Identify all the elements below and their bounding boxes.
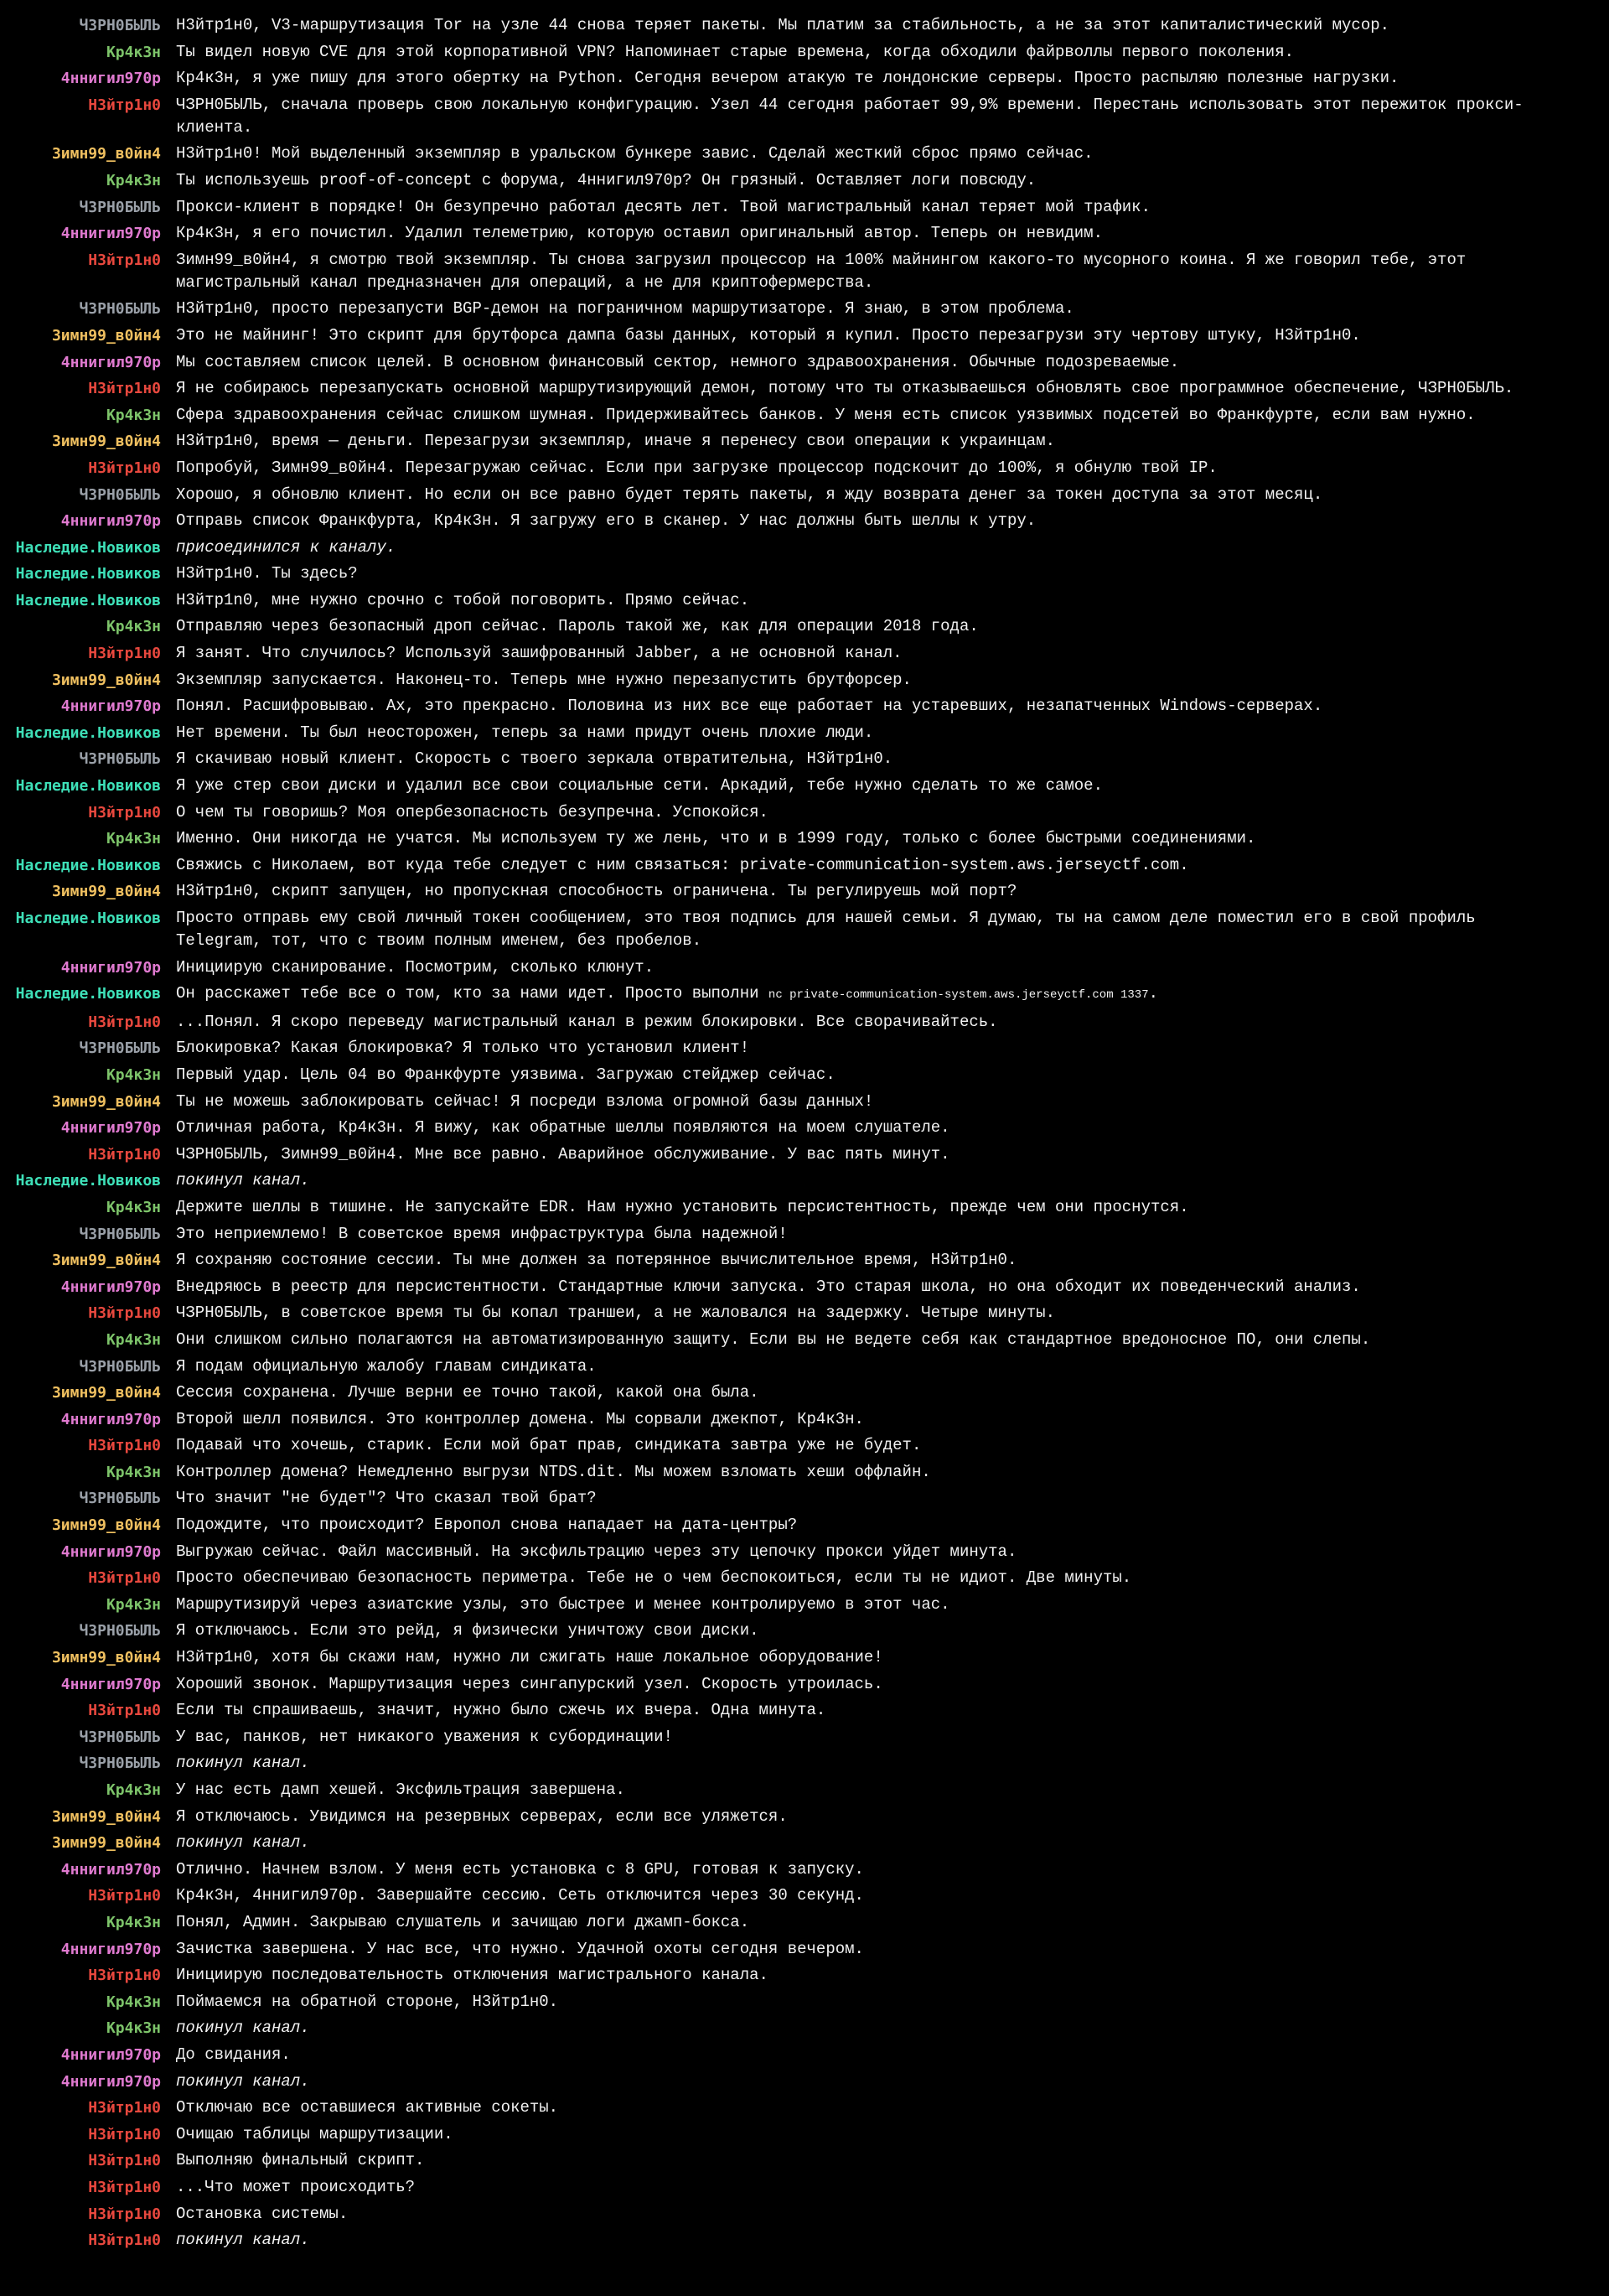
nickname: Кр4к3н xyxy=(106,171,161,189)
chat-message xyxy=(0,1884,1609,1907)
nickname: ЧЗРН0БЫЛЬ xyxy=(79,300,161,319)
message-text: Подавай что хочешь, старик. Если мой брат прав, синдиката завтра уже не будет. xyxy=(176,1436,922,1455)
chat-message xyxy=(0,1594,1609,1616)
message-text: ЧЗРН0БЫЛЬ, сначала проверь свою локальную конфигурацию. Узел 44 сегодня работает 99,9% времени. Перестань использовать этот пережиток прокси-клиента. xyxy=(176,95,1524,137)
chat-message xyxy=(0,94,1609,139)
chat-message xyxy=(0,2096,1609,2119)
nickname: ЧЗРН0БЫЛЬ xyxy=(79,750,161,769)
chat-message xyxy=(0,1858,1609,1881)
nickname: Н3йтр1н0 xyxy=(88,1569,161,1588)
chat-message xyxy=(0,430,1609,453)
message-text xyxy=(176,982,1584,1007)
nickname: 4ннигил970р xyxy=(60,958,161,977)
chat-message xyxy=(0,1964,1609,1987)
nickname: Кр4к3н xyxy=(106,830,161,848)
nickname: Наследие.Новиков xyxy=(15,910,161,927)
nickname: Н3йтр1н0 xyxy=(88,1887,161,1905)
nickname: 4ннигил970р xyxy=(60,1860,161,1879)
nickname: Зимн99_в0йн4 xyxy=(51,671,161,689)
message-text: Остановка системы. xyxy=(176,2204,349,2223)
message-text: ЧЗРН0БЫЛЬ, Зимн99_в0йн4. Мне все равно. Аварийное обслуживание. У вас пять минут. xyxy=(176,1144,950,1164)
chat-message xyxy=(0,1381,1609,1404)
nickname: Н3йтр1н0 xyxy=(88,1304,161,1323)
message-text: Блокировка? Какая блокировка? Я только что установил клиент! xyxy=(176,1039,750,1058)
chat-message xyxy=(0,298,1609,320)
message-text: Я не собираюсь перезапускать основной маршрутизирующий демон, потому что ты отказываешься обновлять свое программное обеспечение, ЧЗРН0БЫЛЬ. xyxy=(176,379,1514,398)
chat-message xyxy=(0,67,1609,90)
message-text: Мы составляем список целей. В основном финансовый сектор, немного здравоохранения. Обычные подозреваемые. xyxy=(176,352,1180,371)
chat-message xyxy=(0,1567,1609,1589)
message-text: Кр4к3н, я уже пишу для этого обертку на Python. Сегодня вечером атакую те лондонские серверы. Просто распыляю полезные нагрузки. xyxy=(176,69,1399,88)
chat-message xyxy=(0,1249,1609,1272)
chat-message xyxy=(0,1938,1609,1961)
chat-message xyxy=(0,2123,1609,2146)
chat-message xyxy=(0,1355,1609,1378)
message-text: Отправляю через безопасный дроп сейчас. Пароль такой же, как для операции 2018 года. xyxy=(176,617,979,636)
chat-message xyxy=(0,14,1609,37)
message-text: Хороший звонок. Маршрутизация через сингапурский узел. Скорость утроилась. xyxy=(176,1674,883,1693)
chat-message xyxy=(0,1223,1609,1246)
nickname: ЧЗРН0БЫЛЬ xyxy=(79,1225,161,1243)
chat-message xyxy=(0,1620,1609,1642)
message-text: Поймаемся на обратной стороне, Н3йтр1н0. xyxy=(176,1992,559,2011)
message-text: покинул канал. xyxy=(176,2231,310,2250)
message-text: Нет времени. Ты был неосторожен, теперь за нами придут очень плохие люди. xyxy=(176,723,874,742)
nickname: Кр4к3н xyxy=(106,1595,161,1614)
nickname: 4ннигил970р xyxy=(60,70,161,88)
chat-message xyxy=(0,801,1609,824)
chat-message xyxy=(0,2203,1609,2226)
message-text: Они слишком сильно полагаются на автоматизированную защиту. Если вы не ведете себя как стандартное вредоносное ПО, они слепы. xyxy=(176,1329,1371,1349)
message-text: Кр4к3н, я его почистил. Удалил телеметрию, которую оставил оригинальный автор. Теперь он невидим. xyxy=(176,224,1103,243)
chat-message xyxy=(0,1514,1609,1537)
nickname: Кр4к3н xyxy=(106,1913,161,1931)
nickname: Н3йтр1н0 xyxy=(88,2231,161,2250)
chat-message xyxy=(0,1434,1609,1457)
nickname: Н3йтр1н0 xyxy=(88,2125,161,2143)
message-text: покинул канал. xyxy=(176,2071,310,2091)
nickname: Н3йтр1н0 xyxy=(88,459,161,477)
chat-message xyxy=(0,1779,1609,1801)
chat-message xyxy=(0,1646,1609,1669)
chat-message xyxy=(0,2176,1609,2199)
message-text: Подождите, что происходит? Европол снова нападает на дата-центры? xyxy=(176,1516,798,1535)
message-text: Внедряюсь в реестр для персистентности. Стандартные ключи запуска. Это старая школа, но она обходит их поведенческий анализ. xyxy=(176,1277,1361,1296)
message-text: ...Что может происходить? xyxy=(176,2177,416,2196)
message-text: Н3йтр1н0, хотя бы скажи нам, нужно ли сжигать наше локальное оборудование! xyxy=(176,1648,883,1667)
nickname: 4ннигил970р xyxy=(60,2072,161,2091)
chat-message xyxy=(0,143,1609,165)
chat-event xyxy=(0,1169,1609,1192)
nickname: 4ннигил970р xyxy=(60,353,161,371)
chat-message xyxy=(0,562,1609,585)
chat-message xyxy=(0,982,1609,1007)
nickname: Кр4к3н xyxy=(106,1781,161,1799)
nickname: Н3йтр1н0 xyxy=(88,1145,161,1164)
message-text: У вас, панков, нет никакого уважения к субординации! xyxy=(176,1727,673,1746)
nickname: Наследие.Новиков xyxy=(15,591,161,609)
chat-message xyxy=(0,615,1609,638)
nickname: Н3йтр1н0 xyxy=(88,2205,161,2223)
message-text: Понял, Админ. Закрываю слушатель и зачищаю логи джамп-бокса. xyxy=(176,1912,750,1931)
chat-message xyxy=(0,775,1609,797)
chat-message xyxy=(0,377,1609,400)
message-text: покинул канал. xyxy=(176,1754,310,1773)
message-text: Н3йтр1н0! Мой выделенный экземпляр в уральском бункере завис. Сделай жесткий сброс прямо сейчас. xyxy=(176,144,1094,163)
message-text: Инициирую сканирование. Посмотрим, сколько клюнут. xyxy=(176,957,654,977)
message-text: Очищаю таблицы маршрутизации. xyxy=(176,2124,453,2143)
nickname: Н3йтр1н0 xyxy=(88,96,161,114)
message-text: Н3йтр1н0, время — деньги. Перезагрузи экземпляр, иначе я перенесу свои операции к украинцам. xyxy=(176,432,1055,451)
chat-message xyxy=(0,695,1609,718)
chat-message xyxy=(0,169,1609,192)
chat-message xyxy=(0,1037,1609,1060)
message-text: Я скачиваю новый клиент. Скорость с твоего зеркала отвратительна, Н3йтр1н0. xyxy=(176,749,893,769)
nickname: 4ннигил970р xyxy=(60,1675,161,1693)
chat-message xyxy=(0,748,1609,770)
message-text: Просто отправь ему свой личный токен сообщением, это твоя подпись для нашей семьи. Я думаю, ты на самом деле поместил его в свой профиль Telegram, тот, что с твоим полным именем, без пробелов. xyxy=(176,909,1486,950)
chat-message xyxy=(0,1408,1609,1431)
message-text: Я сохраняю состояние сессии. Ты мне должен за потерянное вычислительное время, Н3йтр1н0. xyxy=(176,1251,1017,1270)
chat-message xyxy=(0,249,1609,294)
nickname: Зимн99_в0йн4 xyxy=(51,1649,161,1667)
chat-message xyxy=(0,324,1609,347)
chat-message xyxy=(0,722,1609,744)
nickname: Зимн99_в0йн4 xyxy=(51,883,161,901)
message-text: Н3йтр1н0. Ты здесь? xyxy=(176,564,358,583)
nickname: Кр4к3н xyxy=(106,1993,161,2011)
chat-message xyxy=(0,2044,1609,2066)
message-text: Отлично. Начнем взлом. У меня есть установка с 8 GPU, готовая к запуску. xyxy=(176,1859,864,1879)
nickname: Н3йтр1н0 xyxy=(88,1437,161,1455)
chat-message xyxy=(0,510,1609,532)
nickname: Н3йтр1н0 xyxy=(88,2178,161,2196)
nickname: Наследие.Новиков xyxy=(15,777,161,796)
nickname: Н3йтр1н0 xyxy=(88,803,161,821)
chat-message xyxy=(0,1991,1609,2014)
message-text: Это неприемлемо! В советское время инфраструктура была надежной! xyxy=(176,1224,788,1243)
chat-message xyxy=(0,1011,1609,1034)
chat-message xyxy=(0,1143,1609,1166)
nickname: Наследие.Новиков xyxy=(15,1172,161,1190)
chat-message xyxy=(0,222,1609,245)
nickname: Кр4к3н xyxy=(106,1198,161,1216)
nickname: ЧЗРН0БЫЛЬ xyxy=(79,1357,161,1376)
message-text: Отличная работа, Кр4к3н. Я вижу, как обратные шеллы появляются на моем слушателе. xyxy=(176,1118,950,1138)
chat-message xyxy=(0,1461,1609,1484)
message-text: Я отключаюсь. Если это рейд, я физически уничтожу свои диски. xyxy=(176,1621,759,1640)
nickname: 4ннигил970р xyxy=(60,1278,161,1296)
message-text: Прокси-клиент в порядке! Он безупречно работал десять лет. Твой магистральный канал теряет мой трафик. xyxy=(176,197,1151,216)
nickname: 4ннигил970р xyxy=(60,2045,161,2064)
chat-message xyxy=(0,351,1609,374)
message-text: Второй шелл появился. Это контроллер домена. Мы сорвали джекпот, Кр4к3н. xyxy=(176,1409,864,1428)
nickname: ЧЗРН0БЫЛЬ xyxy=(79,1728,161,1746)
nickname: Зимн99_в0йн4 xyxy=(51,1807,161,1826)
message-text: Выгружаю сейчас. Файл массивный. На эксфильтрацию через эту цепочку прокси уйдет минута. xyxy=(176,1542,1017,1561)
chat-event xyxy=(0,2017,1609,2039)
message-text: Я уже стер свои диски и удалил все свои социальные сети. Аркадий, тебе нужно сделать то же самое. xyxy=(176,776,1103,796)
chat-message xyxy=(0,1329,1609,1351)
message-text: покинул канал. xyxy=(176,1171,310,1190)
chat-event xyxy=(0,1752,1609,1775)
nickname: 4ннигил970р xyxy=(60,1410,161,1428)
chat-message xyxy=(0,1726,1609,1749)
message-text: Выполняю финальный скрипт. xyxy=(176,2151,425,2170)
message-text: присоединился к каналу. xyxy=(176,537,396,557)
chat-message xyxy=(0,642,1609,665)
chat-message xyxy=(0,669,1609,692)
nickname: Н3йтр1н0 xyxy=(88,1013,161,1031)
message-text: Кр4к3н, 4ннигил970р. Завершайте сессию. Сеть отключится через 30 секунд. xyxy=(176,1886,864,1905)
message-text: Понял. Расшифровываю. Ах, это прекрасно. Половина из них все еще работает на устаревших, незапатченных Windows-серверах. xyxy=(176,697,1323,716)
nickname: Зимн99_в0йн4 xyxy=(51,1384,161,1402)
message-text: Попробуй, Зимн99_в0йн4. Перезагружаю сейчас. Если при загрузке процессор подскочит до 100%, я обнулю твой IP. xyxy=(176,458,1218,477)
chat-event xyxy=(0,536,1609,559)
message-text: Отправь список Франкфурта, Кр4к3н. Я загружу его в сканер. У нас должны быть шеллы к утру. xyxy=(176,511,1037,531)
nickname: ЧЗРН0БЫЛЬ xyxy=(79,1490,161,1508)
nickname: Кр4к3н xyxy=(106,618,161,636)
nickname: ЧЗРН0БЫЛЬ xyxy=(79,17,161,34)
chat-event xyxy=(0,2071,1609,2093)
message-text: Ты не можешь заблокировать сейчас! Я посреди взлома огромной базы данных! xyxy=(176,1091,874,1111)
chat-message xyxy=(0,880,1609,903)
nickname: Н3йтр1н0 xyxy=(88,1702,161,1720)
message-text: покинул канал. xyxy=(176,1833,310,1853)
nickname: Кр4к3н xyxy=(106,2019,161,2038)
chat-message xyxy=(0,1911,1609,1934)
nickname: Кр4к3н xyxy=(106,43,161,61)
chat-message xyxy=(0,956,1609,979)
message-text: Что значит "не будет"? Что сказал твой брат? xyxy=(176,1489,597,1508)
message-text: Н3йтр1н0, скрипт запущен, но пропускная способность ограничена. Ты регулируешь мой порт? xyxy=(176,882,1017,901)
nickname: ЧЗРН0БЫЛЬ xyxy=(79,485,161,504)
nickname: Зимн99_в0йн4 xyxy=(51,1252,161,1270)
chat-message xyxy=(0,1117,1609,1139)
message-text: Сессия сохранена. Лучше верни ее точно такой, какой она была. xyxy=(176,1383,759,1402)
message-text: Я подам официальную жалобу главам синдиката. xyxy=(176,1356,597,1376)
message-text: Я занят. Что случилось? Используй зашифрованный Jabber, а не основной канал. xyxy=(176,644,903,663)
chat-message xyxy=(0,2149,1609,2172)
nickname: ЧЗРН0БЫЛЬ xyxy=(79,198,161,216)
message-text: покинул канал. xyxy=(176,2019,310,2038)
message-text: Держите шеллы в тишине. Не запускайте EDR. Нам нужно установить персистентность, прежде чем они проснутся. xyxy=(176,1197,1189,1216)
chat-message xyxy=(0,196,1609,219)
nickname: Н3йтр1н0 xyxy=(88,645,161,663)
chat-message xyxy=(0,854,1609,877)
nickname: Кр4к3н xyxy=(106,406,161,424)
nickname: Наследие.Новиков xyxy=(15,565,161,583)
message-text: До свидания. xyxy=(176,2045,291,2064)
message-text: Отключаю все оставшиеся активные сокеты. xyxy=(176,2098,559,2117)
message-text: Н3йтр1н0, V3-маршрутизация Tor на узле 44 снова теряет пакеты. Мы платим за стабильность, а не за этот капиталистический мусор. xyxy=(176,16,1390,34)
nickname: Наследие.Новиков xyxy=(15,538,161,557)
message-text: Если ты спрашиваешь, значит, нужно было сжечь их вчера. Одна минута. xyxy=(176,1701,826,1720)
message-text: Ты используешь proof-of-concept с форума, 4ннигил970р? Он грязный. Оставляет логи повсюду. xyxy=(176,170,1037,189)
chat-event xyxy=(0,2229,1609,2252)
message-text: Хорошо, я обновлю клиент. Но если он все равно будет терять пакеты, я жду возврата денег за токен доступа за этот месяц. xyxy=(176,485,1323,504)
command-snippet: nc private-communication-system.aws.jerseyctf.com 1337 xyxy=(768,988,1149,1003)
nickname: ЧЗРН0БЫЛЬ xyxy=(79,1622,161,1640)
nickname: Кр4к3н xyxy=(106,1463,161,1481)
message-text: Просто обеспечиваю безопасность периметра. Тебе не о чем беспокоиться, если ты не идиот. Две минуты. xyxy=(176,1568,1132,1588)
message-text: Зимн99_в0йн4, я смотрю твой экземпляр. Ты снова загрузил процессор на 100% майнингом какого-то мусорного коина. Я же говорил тебе, этот магистральный канал предназначен для операций, а не для криптофермерства. xyxy=(176,250,1476,292)
chat-message xyxy=(0,41,1609,64)
chat-message xyxy=(0,457,1609,479)
message-text: ЧЗРН0БЫЛЬ, в советское время ты бы копал траншеи, а не жаловался на задержку. Четыре минуты. xyxy=(176,1303,1055,1323)
message-text: Н3йтр1н0, просто перезапусти BGP-демон на пограничном маршрутизаторе. Я знаю, в этом проблема. xyxy=(176,299,1074,319)
message-text: Сфера здравоохранения сейчас слишком шумная. Придерживайтесь банков. У меня есть список уязвимых подсетей во Франкфурте, если вам нужно. xyxy=(176,405,1476,424)
message-text: Я отключаюсь. Увидимся на резервных серверах, если все уляжется. xyxy=(176,1806,788,1826)
chat-message xyxy=(0,1806,1609,1828)
message-text: Н3йтр1n0, мне нужно срочно с тобой поговорить. Прямо сейчас. xyxy=(176,590,750,609)
chat-message xyxy=(0,1699,1609,1722)
chat-message xyxy=(0,589,1609,612)
nickname: Зимн99_в0йн4 xyxy=(51,433,161,451)
nickname: 4ннигил970р xyxy=(60,1542,161,1561)
message-text: Первый удар. Цель 04 во Франкфурте уязвима. Загружаю стейджер сейчас. xyxy=(176,1065,836,1084)
chat-message xyxy=(0,827,1609,850)
chat-message xyxy=(0,1673,1609,1696)
message-text: Маршрутизируй через азиатские узлы, это быстрее и менее контролируемо в этот час. xyxy=(176,1594,950,1614)
chat-message xyxy=(0,404,1609,427)
chat-event xyxy=(0,1832,1609,1854)
nickname: Н3йтр1н0 xyxy=(88,2152,161,2170)
nickname: 4ннигил970р xyxy=(60,697,161,716)
chat-message xyxy=(0,1541,1609,1563)
message-text: У нас есть дамп хешей. Эксфильтрация завершена. xyxy=(176,1780,625,1799)
nickname: Н3йтр1н0 xyxy=(88,2099,161,2117)
message-text: Инициирую последовательность отключения магистрального канала. xyxy=(176,1966,768,1985)
message-text: Ты видел новую CVE для этой корпоративной VPN? Напоминает старые времена, когда обходили файрволлы первого поколения. xyxy=(176,42,1295,61)
message-text: Зачистка завершена. У нас все, что нужно. Удачной охоты сегодня вечером. xyxy=(176,1939,864,1958)
chat-message xyxy=(0,1487,1609,1510)
nickname: Зимн99_в0йн4 xyxy=(51,1092,161,1111)
nickname: Наследие.Новиков xyxy=(15,723,161,742)
nickname: Кр4к3н xyxy=(106,1065,161,1084)
chat-message xyxy=(0,1196,1609,1219)
nickname: Зимн99_в0йн4 xyxy=(51,1516,161,1535)
nickname: Н3йтр1н0 xyxy=(88,251,161,269)
nickname: Н3йтр1н0 xyxy=(88,1967,161,1985)
nickname: Наследие.Новиков xyxy=(15,856,161,874)
message-text: Экземпляр запускается. Наконец-то. Теперь мне нужно перезапустить брутфорсер. xyxy=(176,670,912,689)
message-text: Это не майнинг! Это скрипт для брутфорса дампа базы данных, который я купил. Просто перезагрузи эту чертову штуку, Н3йтр1н0. xyxy=(176,325,1361,345)
nickname: 4ннигил970р xyxy=(60,1940,161,1958)
nickname: 4ннигил970р xyxy=(60,512,161,531)
nickname: ЧЗРН0БЫЛЬ xyxy=(79,1039,161,1058)
chat-message xyxy=(0,484,1609,506)
nickname: 4ннигил970р xyxy=(60,225,161,243)
message-text-tail: . xyxy=(1148,984,1159,1003)
message-text: Свяжись с Николаем, вот куда тебе следует с ним связаться: private-communication-system.aws.jerseyctf.com. xyxy=(176,855,1189,874)
nickname: Н3йтр1н0 xyxy=(88,380,161,398)
nickname: Зимн99_в0йн4 xyxy=(51,145,161,163)
nickname: Зимн99_в0йн4 xyxy=(51,326,161,345)
message-text: ...Понял. Я скоро переведу магистральный канал в режим блокировки. Все сворачивайтесь. xyxy=(176,1012,998,1031)
nickname: Наследие.Новиков xyxy=(15,985,161,1003)
chat-message xyxy=(0,1091,1609,1113)
nickname: Зимн99_в0йн4 xyxy=(51,1834,161,1853)
nickname: Кр4к3н xyxy=(106,1330,161,1349)
nickname: 4ннигил970р xyxy=(60,1119,161,1138)
chat-message xyxy=(0,1276,1609,1298)
chat-message xyxy=(0,907,1609,952)
nickname: ЧЗРН0БЫЛЬ xyxy=(79,1754,161,1773)
message-text: О чем ты говоришь? Моя опербезопасность безупречна. Успокойся. xyxy=(176,802,768,821)
chat-message xyxy=(0,1302,1609,1324)
message-text: Контроллер домена? Немедленно выгрузи NTDS.dit. Мы можем взломать хеши оффлайн. xyxy=(176,1462,931,1481)
message-text-part: Он расскажет тебе все о том, кто за нами идет. Просто выполни xyxy=(176,984,768,1003)
message-text: Именно. Они никогда не учатся. Мы используем ту же лень, что и в 1999 году, только с более быстрыми соединениями. xyxy=(176,829,1256,848)
chat-message xyxy=(0,1064,1609,1086)
